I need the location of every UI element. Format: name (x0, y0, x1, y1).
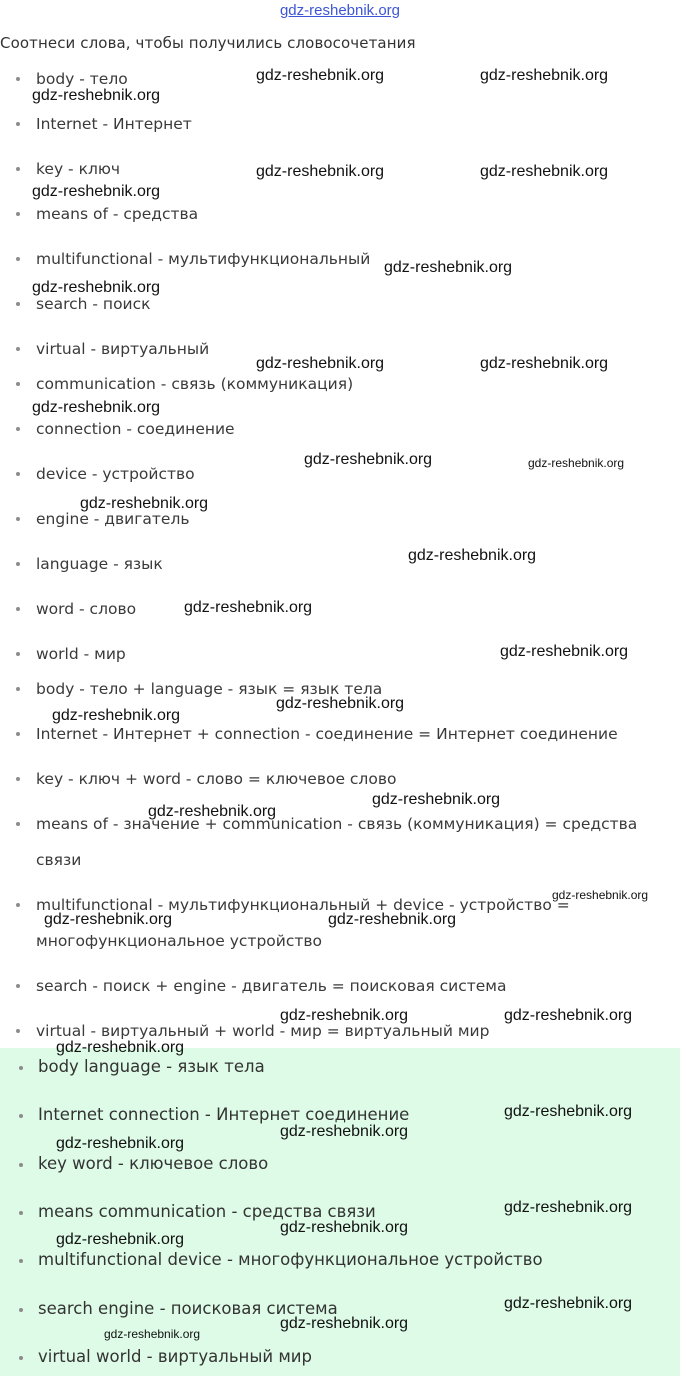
bullet-icon (19, 1356, 23, 1360)
watermark-text: gdz-reshebnik.org (148, 803, 277, 820)
bullet-icon (19, 1066, 23, 1070)
bullet-icon (16, 562, 20, 566)
bullet-icon (16, 427, 20, 431)
watermark-text: gdz-reshebnik.org (504, 1103, 633, 1120)
watermark-text: gdz-reshebnik.org (480, 163, 609, 180)
watermark-text: gdz-reshebnik.org (32, 183, 161, 200)
bullet-icon (16, 984, 20, 988)
bullet-icon (16, 347, 20, 351)
watermark-text: gdz-reshebnik.org (32, 87, 161, 104)
watermark-text: gdz-reshebnik.org (504, 1007, 633, 1024)
bullet-icon (19, 1308, 23, 1312)
watermark-text: gdz-reshebnik.org (184, 599, 313, 616)
watermark-text: gdz-reshebnik.org (256, 355, 385, 372)
bullet-icon (19, 1259, 23, 1263)
watermark-text: gdz-reshebnik.org (32, 399, 161, 416)
bullet-icon (19, 1163, 23, 1167)
watermark-text: gdz-reshebnik.org (276, 695, 405, 712)
watermark-text: gdz-reshebnik.org (384, 259, 513, 276)
watermark-text: gdz-reshebnik.org (80, 495, 209, 512)
watermark-text: gdz-reshebnik.org (372, 791, 501, 808)
bullet-icon (16, 122, 20, 126)
watermark-text: gdz-reshebnik.org (328, 911, 457, 928)
watermark-text: gdz-reshebnik.org (52, 707, 181, 724)
watermark-text: gdz-reshebnik.org (304, 451, 433, 468)
bullet-icon (19, 1114, 23, 1118)
watermark-text: gdz-reshebnik.org (104, 1327, 201, 1341)
watermark-text: gdz-reshebnik.org (480, 355, 609, 372)
bullet-icon (16, 822, 20, 826)
watermark-text: gdz-reshebnik.org (280, 1219, 409, 1236)
watermark-text: gdz-reshebnik.org (552, 888, 649, 902)
site-header-link[interactable]: gdz-reshebnik.org (279, 2, 401, 19)
watermark-text: gdz-reshebnik.org (504, 1295, 633, 1312)
watermark-text: gdz-reshebnik.org (480, 67, 609, 84)
watermark-text: gdz-reshebnik.org (528, 456, 625, 470)
bullet-icon (16, 732, 20, 736)
bullet-icon (16, 777, 20, 781)
watermark-text: gdz-reshebnik.org (32, 279, 161, 296)
bullet-icon (16, 472, 20, 476)
watermark-text: gdz-reshebnik.org (56, 1039, 185, 1056)
bullet-icon (16, 687, 20, 691)
bullet-icon (16, 167, 20, 171)
bullet-icon (16, 257, 20, 261)
task-title: Соотнеси слова, чтобы получились словосочетания (0, 34, 416, 52)
watermark-text: gdz-reshebnik.org (280, 1123, 409, 1140)
watermark-text: gdz-reshebnik.org (408, 547, 537, 564)
bullet-icon (16, 517, 20, 521)
bullet-icon (16, 652, 20, 656)
watermark-text: gdz-reshebnik.org (504, 1199, 633, 1216)
bullet-icon (16, 77, 20, 81)
bullet-icon (19, 1211, 23, 1215)
watermark-text: gdz-reshebnik.org (256, 67, 385, 84)
watermark-text: gdz-reshebnik.org (280, 1007, 409, 1024)
bullet-icon (16, 302, 20, 306)
bullet-icon (16, 903, 20, 907)
watermark-text: gdz-reshebnik.org (500, 643, 629, 660)
bullet-icon (16, 607, 20, 611)
bullet-icon (16, 382, 20, 386)
watermark-text: gdz-reshebnik.org (280, 1315, 409, 1332)
watermark-text: gdz-reshebnik.org (56, 1135, 185, 1152)
bullet-icon (16, 1029, 20, 1033)
watermark-text: gdz-reshebnik.org (56, 1231, 185, 1248)
watermark-text: gdz-reshebnik.org (44, 911, 173, 928)
watermark-text: gdz-reshebnik.org (256, 163, 385, 180)
bullet-icon (16, 212, 20, 216)
